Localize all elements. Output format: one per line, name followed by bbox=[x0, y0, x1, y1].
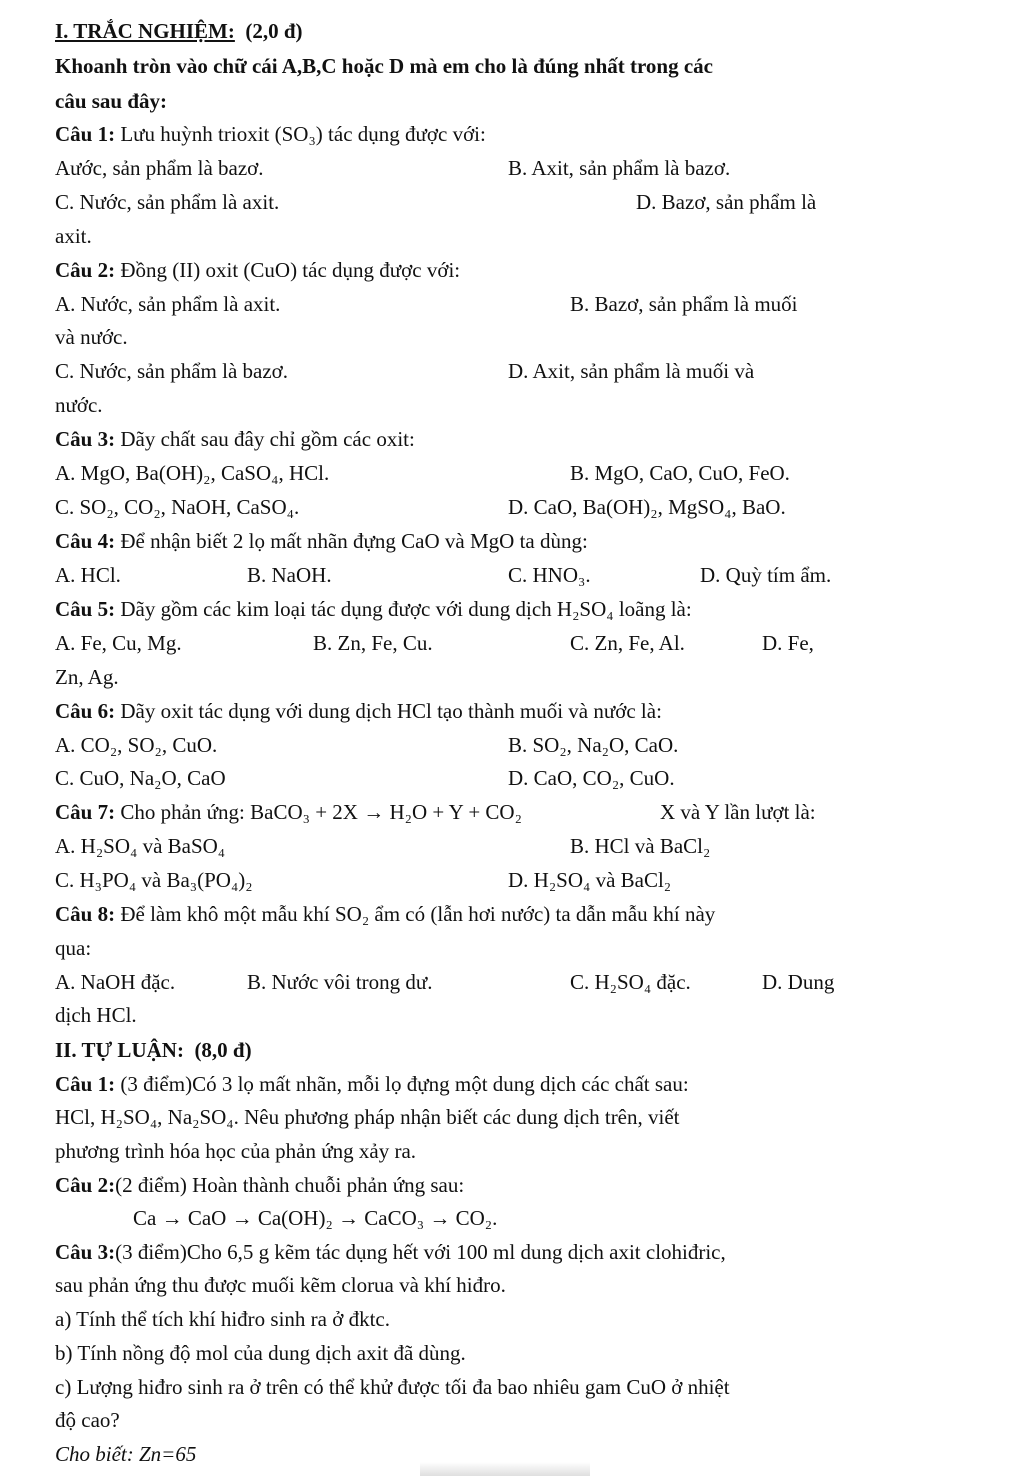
q1-option-c: C. Nước, sản phẩm là axit. bbox=[55, 190, 280, 214]
instruction-line-1: Khoanh tròn vào chữ cái A,B,C hoặc D mà em cho là đúng nhất trong các bbox=[55, 54, 714, 78]
given-data-note: Cho biết: Zn=65 bbox=[55, 1442, 197, 1466]
q2-option-a: A. Nước, sản phẩm là axit. bbox=[55, 292, 281, 316]
essay2-text: (2 điểm) Hoàn thành chuỗi phản ứng sau: bbox=[115, 1173, 465, 1197]
essay3-label: Câu 3: bbox=[55, 1240, 116, 1264]
essay1-text: (3 điểm)Có 3 lọ mất nhãn, mỗi lọ đựng một dung dịch các chất sau: bbox=[120, 1072, 689, 1096]
q3-text: Dãy chất sau đây chỉ gồm các oxit: bbox=[120, 427, 415, 451]
q5-option-a: A. Fe, Cu, Mg. bbox=[55, 631, 182, 655]
q5-option-c: C. Zn, Fe, Al. bbox=[570, 631, 685, 655]
q7-stem bbox=[55, 799, 522, 825]
q4-option-c: C. HNO₃. bbox=[508, 563, 591, 587]
q7-text: Cho phản ứng: BaCO₃ + 2X → H₂O + Y + CO₂ bbox=[120, 800, 522, 824]
essay1-line-1 bbox=[55, 1071, 689, 1097]
essay1-line-3: phương trình hóa học của phản ứng xảy ra. bbox=[55, 1139, 417, 1163]
q6-option-d: D. CaO, CO₂, CuO. bbox=[508, 766, 675, 790]
essay3-line-2: sau phản ứng thu được muối kẽm clorua và khí hiđro. bbox=[55, 1273, 506, 1297]
q4-text: Để nhận biết 2 lọ mất nhãn đựng CaO và MgO ta dùng: bbox=[120, 529, 588, 553]
section1-heading bbox=[55, 18, 303, 44]
q7-option-b: B. HCl và BaCl₂ bbox=[570, 834, 711, 858]
section2-points: (8,0 đ) bbox=[194, 1038, 252, 1062]
essay3-part-c: c) Lượng hiđro sinh ra ở trên có thể khử được tối đa bao nhiêu gam CuO ở nhiệt bbox=[55, 1375, 730, 1399]
essay3-part-a: a) Tính thể tích khí hiđro sinh ra ở đktc. bbox=[55, 1307, 390, 1331]
q1-option-b: B. Axit, sản phẩm là bazơ. bbox=[508, 156, 731, 180]
q4-stem bbox=[55, 528, 588, 554]
q2-text: Đồng (II) oxit (CuO) tác dụng được với: bbox=[120, 258, 461, 282]
q2-option-b: B. Bazơ, sản phẩm là muối bbox=[570, 292, 798, 316]
q4-option-b: B. NaOH. bbox=[247, 563, 332, 587]
essay3-line-1 bbox=[55, 1239, 726, 1265]
q8-option-a: A. NaOH đặc. bbox=[55, 970, 176, 994]
q8-option-c: C. H₂SO₄ đặc. bbox=[570, 970, 691, 994]
q7-option-a: A. H₂SO₄ và BaSO₄ bbox=[55, 834, 226, 858]
q7-text-tail: X và Y lần lượt là: bbox=[660, 800, 816, 824]
q7-option-c: C. H₃PO₄ và Ba₃(PO₄)₂ bbox=[55, 868, 253, 892]
q6-option-c: C. CuO, Na₂O, CaO bbox=[55, 766, 226, 790]
q3-stem bbox=[55, 426, 415, 452]
q5-option-b: B. Zn, Fe, Cu. bbox=[313, 631, 433, 655]
q5-stem bbox=[55, 596, 692, 622]
q5-option-d-cont: Zn, Ag. bbox=[55, 665, 119, 689]
q2-option-d: D. Axit, sản phẩm là muối và bbox=[508, 359, 755, 383]
q8-option-d: D. Dung bbox=[762, 970, 835, 994]
q6-stem bbox=[55, 698, 662, 724]
q4-option-d: D. Quỳ tím ẩm. bbox=[700, 563, 832, 587]
q3-option-d: D. CaO, Ba(OH)₂, MgSO₄, BaO. bbox=[508, 495, 786, 519]
q8-stem bbox=[55, 901, 715, 927]
essay3-part-c-cont: độ cao? bbox=[55, 1408, 120, 1432]
q3-option-c: C. SO₂, CO₂, NaOH, CaSO₄. bbox=[55, 495, 300, 519]
q8-label: Câu 8: bbox=[55, 902, 116, 926]
q1-label: Câu 1: bbox=[55, 122, 116, 146]
instruction-line-2: câu sau đây: bbox=[55, 89, 168, 113]
section2-title: II. TỰ LUẬN: bbox=[55, 1038, 184, 1062]
q4-option-a: A. HCl. bbox=[55, 563, 121, 587]
q2-option-b-cont: và nước. bbox=[55, 325, 128, 349]
section2-heading bbox=[55, 1037, 252, 1063]
q5-label: Câu 5: bbox=[55, 597, 116, 621]
q8-stem-cont: qua: bbox=[55, 936, 92, 960]
q3-label: Câu 3: bbox=[55, 427, 116, 451]
q2-option-c: C. Nước, sản phẩm là bazơ. bbox=[55, 359, 289, 383]
q1-option-d-cont: axit. bbox=[55, 224, 92, 248]
q6-label: Câu 6: bbox=[55, 699, 116, 723]
essay1-label: Câu 1: bbox=[55, 1072, 116, 1096]
q6-option-b: B. SO₂, Na₂O, CaO. bbox=[508, 733, 679, 757]
q5-text: Dãy gồm các kim loại tác dụng được với dung dịch H₂SO₄ loãng là: bbox=[120, 597, 692, 621]
essay3-text: (3 điểm)Cho 6,5 g kẽm tác dụng hết với 100 ml dung dịch axit clohiđric, bbox=[115, 1240, 726, 1264]
q6-option-a: A. CO₂, SO₂, CuO. bbox=[55, 733, 218, 757]
q8-option-d-cont: dịch HCl. bbox=[55, 1003, 137, 1027]
section1-title: I. TRẮC NGHIỆM: bbox=[55, 19, 235, 43]
q2-stem bbox=[55, 257, 460, 283]
essay3-part-b: b) Tính nồng độ mol của dung dịch axit đã dùng. bbox=[55, 1341, 466, 1365]
q8-text: Để làm khô một mẫu khí SO₂ ẩm có (lẫn hơi nước) ta dẫn mẫu khí này bbox=[120, 902, 716, 926]
q3-option-a: A. MgO, Ba(OH)₂, CaSO₄, HCl. bbox=[55, 461, 330, 485]
q3-option-b: B. MgO, CaO, CuO, FeO. bbox=[570, 461, 790, 485]
section1-points: (2,0 đ) bbox=[245, 19, 303, 43]
essay1-line-2: HCl, H₂SO₄, Na₂SO₄. Nêu phương pháp nhận biết các dung dịch trên, viết bbox=[55, 1105, 680, 1129]
q8-option-b: B. Nước vôi trong dư. bbox=[247, 970, 433, 994]
q1-option-a: Aước, sản phẩm là bazơ. bbox=[55, 156, 264, 180]
q6-text: Dãy oxit tác dụng với dung dịch HCl tạo thành muối và nước là: bbox=[120, 699, 662, 723]
essay2-label: Câu 2: bbox=[55, 1173, 116, 1197]
essay2-reaction-chain: Ca → CaO → Ca(OH)₂ → CaCO₃ → CO₂. bbox=[133, 1206, 498, 1230]
q1-text: Lưu huỳnh trioxit (SO₃) tác dụng được với: bbox=[120, 122, 486, 146]
q7-label: Câu 7: bbox=[55, 800, 116, 824]
q2-label: Câu 2: bbox=[55, 258, 116, 282]
page-bottom-shadow bbox=[420, 1462, 590, 1476]
q5-option-d: D. Fe, bbox=[762, 631, 814, 655]
q2-option-d-cont: nước. bbox=[55, 393, 103, 417]
q7-option-d: D. H₂SO₄ và BaCl₂ bbox=[508, 868, 672, 892]
q1-stem bbox=[55, 121, 486, 147]
essay2-line-1 bbox=[55, 1172, 464, 1198]
q4-label: Câu 4: bbox=[55, 529, 116, 553]
q1-option-d: D. Bazơ, sản phẩm là bbox=[636, 190, 817, 214]
